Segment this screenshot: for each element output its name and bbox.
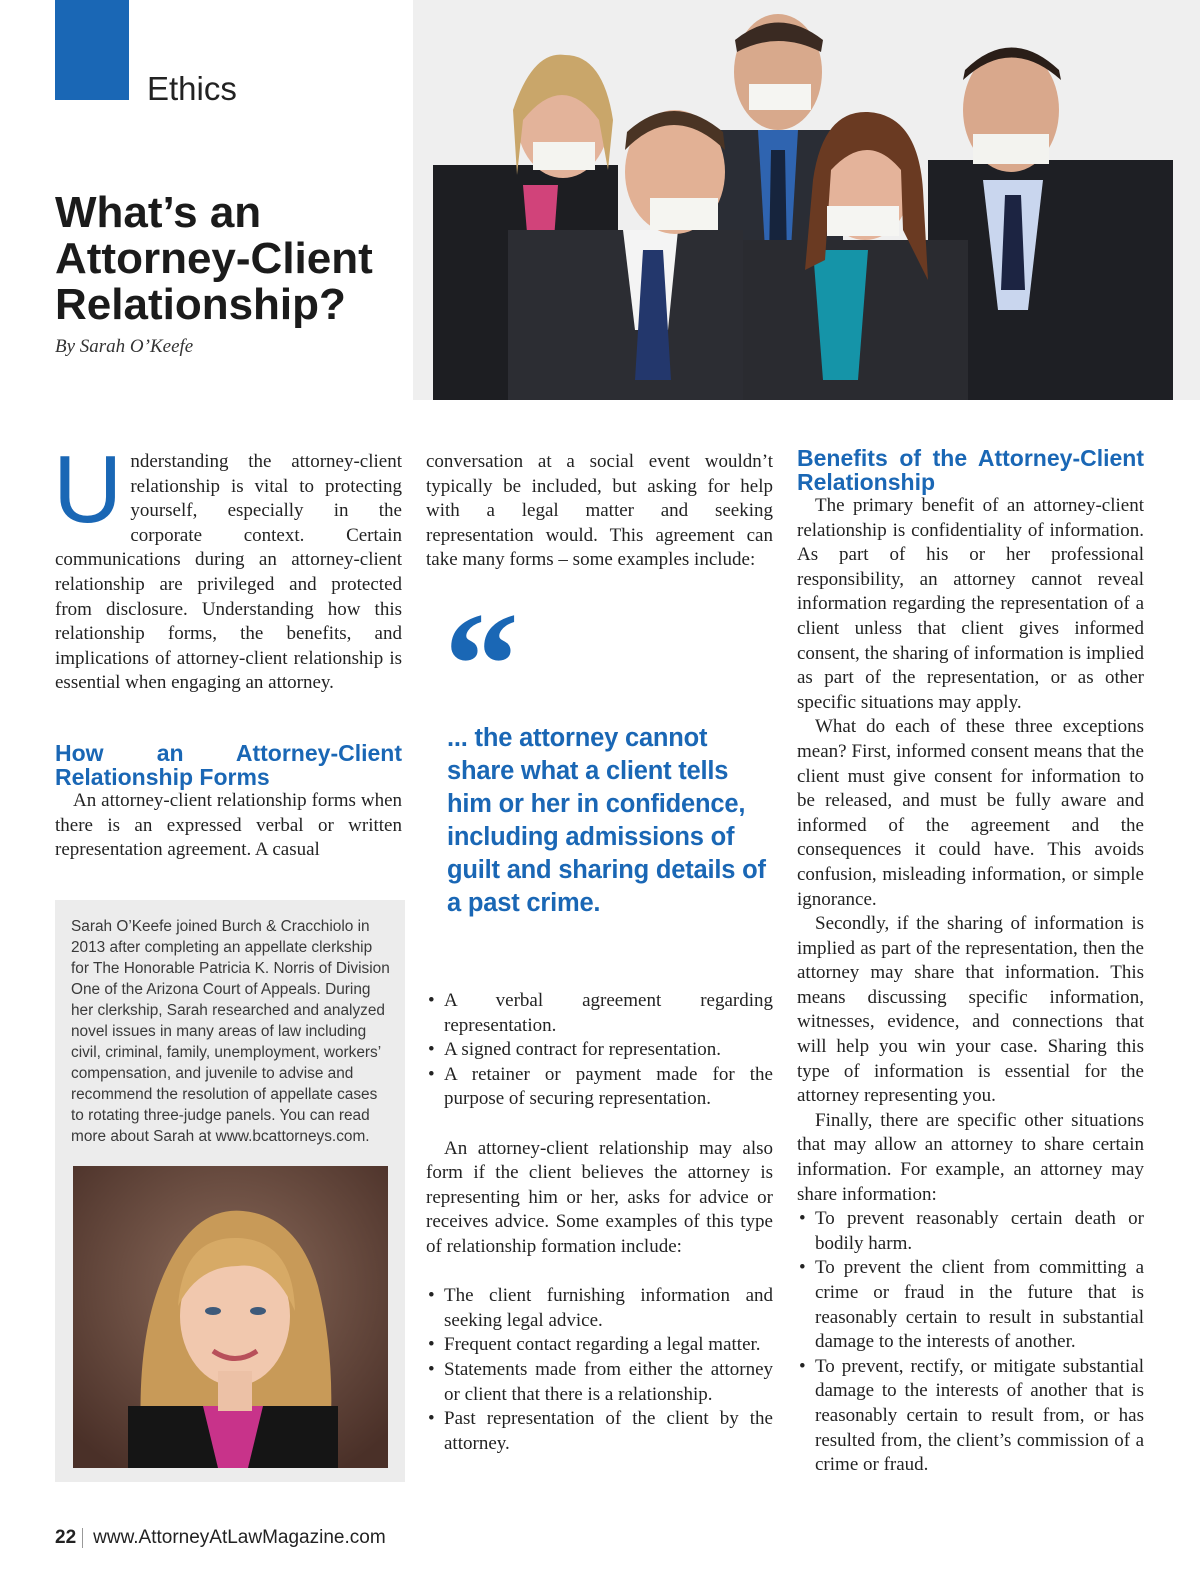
author-portrait-illustration [73,1166,388,1468]
intro-paragraph [53,436,402,696]
intro-text: nderstanding the attorney-client relationship is vital to protecting yourself, especially in the corporate context. Certain communications during an attorney-client relationship are privileged and protected from disclosure. Understanding how this relationship forms, the benefits, and implications of attorney-client relationship is essential when engaging an attorney. [55,451,402,694]
author-photo [73,1166,388,1468]
relationship-paragraph: An attorney-client relationship may also form if the client believes the attorney is representing him or her, asks for advice or receives advice. Some examples of this type of relationship formation include: [426,1137,773,1257]
drop-cap: U [53,436,123,543]
list-item: • Statements made from either the attorney or client that there is a relationship. [428,1358,773,1405]
benefits-paragraph: Secondly, if the sharing of information is implied as part of the representation, then the attorney may share that information. This means discussing specific information, witnesses, evidence, and connections that will help you win your case. Sharing this type of information is essential for the attorney representing you. [797,913,1144,1107]
relationship-examples-list [426,1284,773,1456]
list-item: • Frequent contact regarding a legal matter. [428,1334,761,1356]
page-footer [55,1527,386,1549]
author-bio-text: Sarah O’Keefe joined Burch & Cracchiolo in 2013 after completing an appellate clerkship for The Honorable Patricia K. Norris of Division One of the Arizona Court of Appeals. During her clerkship, Sarah researched and analyzed novel issues in many areas of law including civil, criminal, family, unemployment, workers’ compensation, and juvenile to advise and recommend the resolution of appellate cases to rotating three-judge panels. You can read more about Sarah at www.bcattorneys.com. [71,918,390,1145]
list-item: • To prevent the client from committing a crime or fraud in the future that is reasonably certain to result in substantial damage to the interests of another. [799,1257,1144,1353]
list-item: • To prevent reasonably certain death or bodily harm. [799,1208,1144,1254]
list-item: • A retainer or payment made for the purpose of securing representation. [428,1063,773,1110]
quote-mark-icon: “ [444,582,519,748]
how-paragraph: An attorney-client relationship forms when there is an expressed verbal or written representation agreement. A casual [55,790,402,861]
middle-column-top [426,450,773,573]
group-photo-illustration [413,0,1200,400]
page-number: 22 [55,1527,77,1548]
benefits-paragraph: What do each of these three exceptions mean? First, informed consent means that the client must give consent for information to be released, and must be fully aware and informed of the agreement and the consequences it could have. This avoids confusion, misleading information, or simple ignorance. [797,716,1144,910]
list-item: • A signed contract for representation. [428,1039,721,1061]
exceptions-list [797,1207,1144,1478]
agreement-forms-list [426,989,773,1112]
list-item: • The client furnishing information and seeking legal advice. [428,1285,773,1331]
how-paragraph-continued: conversation at a social event wouldn’t typically be included, but asking for help with a legal matter and seeking representation would. This agreement can take many forms – some examples include: [426,451,773,571]
article-title: What’s an Attorney-Client Relationship? [55,188,373,329]
header-photo [413,0,1200,400]
section-color-block [55,0,129,100]
footer-divider [82,1528,83,1548]
right-column [797,446,1144,1478]
how-heading: How an Attorney-Client Relationship Forms [55,740,402,790]
footer-website: www.AttorneyAtLawMagazine.com [93,1527,386,1548]
benefits-paragraph: Finally, there are specific other situations that may allow an attorney to share certain information. For example, an attorney may share information: [797,1109,1144,1205]
benefits-heading: Benefits of the Attorney-Client Relationship [797,445,1144,495]
how-section [55,741,402,863]
middle-column-bottom [426,989,773,1456]
byline: By Sarah O’Keefe [55,336,194,357]
benefits-paragraph: The primary benefit of an attorney-client relationship is confidentiality of information. As part of his or her professional responsibility, an attorney cannot reveal information regarding the representation of a client unless that client gives informed consent, the sharing of information is implied as part of the representation, or as other specific situations may apply. [797,495,1144,713]
pull-quote: ... the attorney cannot share what a client tells him or her in confidence, including admissions of guilt and sharing details of a past crime. [447,724,766,917]
list-item: • To prevent, rectify, or mitigate substantial damage to the interests of another that is reasonably certain to result from, or has resulted from, the client’s commission of a crime or fraud. [799,1355,1144,1476]
list-item: • Past representation of the client by the attorney. [428,1408,773,1454]
list-item: • A verbal agreement regarding representation. [428,990,773,1036]
section-label: Ethics [147,70,237,107]
